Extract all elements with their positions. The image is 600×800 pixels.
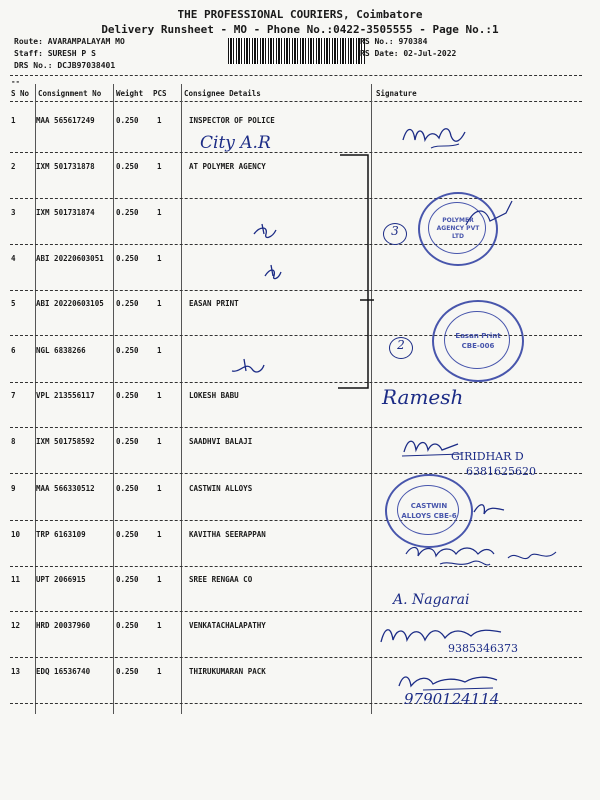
row-consignee: EASAN PRINT	[189, 299, 239, 308]
row-consignment-no: ABI 20220603105	[36, 299, 104, 308]
row-divider	[10, 611, 582, 612]
handwritten-phone: 9385346373	[448, 642, 518, 655]
row-sno: 2	[11, 162, 16, 171]
row-weight: 0.250	[116, 254, 139, 263]
col-sno: S No	[11, 89, 30, 98]
signature-row11: A. Nagarai	[393, 592, 470, 608]
row-consignment-no: UPT 2066915	[36, 575, 86, 584]
column-rule	[113, 84, 114, 714]
row-pcs: 1	[157, 346, 162, 355]
row-pcs: 1	[157, 208, 162, 217]
rs-number: RS No.: 970384	[360, 37, 428, 46]
route-label: Route: AVARAMPALAYAM MO	[14, 37, 125, 46]
row-sno: 13	[11, 667, 21, 676]
row-weight: 0.250	[116, 667, 139, 676]
header-divider	[10, 75, 582, 76]
staff-label: Staff: SURESH P S	[14, 49, 96, 58]
row-pcs: 1	[157, 162, 162, 171]
row-consignee: VENKATACHALAPATHY	[189, 621, 266, 630]
row-sno: 9	[11, 484, 16, 493]
dash-mark: --	[11, 77, 21, 86]
row-pcs: 1	[157, 437, 162, 446]
row-weight: 0.250	[116, 530, 139, 539]
row-consignee: KAVITHA SEERAPPAN	[189, 530, 266, 539]
polymer-agency-stamp: POLYMER AGENCY PVT LTD	[418, 192, 498, 266]
row-consignee: SREE RENGAA CO	[189, 575, 253, 584]
signature-row1	[395, 118, 475, 158]
col-pcs: PCS	[153, 89, 167, 98]
row-weight: 0.250	[116, 437, 139, 446]
row-divider	[10, 657, 582, 658]
row-consignment-no: MAA 565617249	[36, 116, 95, 125]
row-sno: 4	[11, 254, 16, 263]
rs-date: RS Date: 02-Jul-2022	[360, 49, 457, 58]
row-sno: 5	[11, 299, 16, 308]
row-divider	[10, 152, 582, 153]
row-weight: 0.250	[116, 162, 139, 171]
row-divider	[10, 244, 582, 245]
company-title: THE PROFESSIONAL COURIERS, Coimbatore	[177, 8, 423, 21]
row-consignment-no: MAA 566330512	[36, 484, 95, 493]
handwritten-phone: 6381625620	[466, 465, 536, 478]
row-consignment-no: EDQ 16536740	[36, 667, 91, 676]
easan-print-stamp: Easan Print CBE-006	[432, 300, 524, 382]
row-divider	[10, 382, 582, 383]
row-sno: 7	[11, 391, 16, 400]
handwritten-note: City A.R	[200, 133, 271, 153]
signature-row7: Ramesh	[382, 385, 464, 409]
row-divider	[10, 427, 582, 428]
row-consignment-no: VPL 213556117	[36, 391, 95, 400]
ditto-mark	[228, 355, 268, 381]
row-sno: 3	[11, 208, 16, 217]
signature-row2	[460, 195, 520, 235]
row-weight: 0.250	[116, 575, 139, 584]
ditto-mark	[262, 262, 284, 284]
row-pcs: 1	[157, 575, 162, 584]
row-consignee: AT POLYMER AGENCY	[189, 162, 266, 171]
handwritten-name: GIRIDHAR D	[451, 450, 524, 463]
row-consignment-no: TRP 6163109	[36, 530, 86, 539]
row-sno: 1	[11, 116, 16, 125]
barcode	[228, 38, 365, 64]
row-pcs: 1	[157, 667, 162, 676]
row-consignee: LOKESH BABU	[189, 391, 239, 400]
row-sno: 10	[11, 530, 21, 539]
signature-row10	[400, 540, 570, 574]
circled-number: 2	[389, 337, 413, 359]
row-consignment-no: IXM 501758592	[36, 437, 95, 446]
row-weight: 0.250	[116, 346, 139, 355]
col-weight: Weight	[116, 89, 144, 98]
ditto-mark	[250, 220, 280, 244]
row-divider	[10, 290, 582, 291]
row-sno: 12	[11, 621, 21, 630]
col-consignee: Consignee Details	[184, 89, 261, 98]
drs-number: DRS No.: DCJB97038401	[14, 61, 116, 70]
row-weight: 0.250	[116, 299, 139, 308]
row-weight: 0.250	[116, 391, 139, 400]
signature-row9	[470, 498, 510, 522]
row-consignee: CASTWIN ALLOYS	[189, 484, 253, 493]
runsheet-title: Delivery Runsheet - MO - Phone No.:0422-3505555 - Page No.:1	[101, 23, 499, 36]
castwin-alloys-stamp: CASTWIN ALLOYS CBE-6	[385, 474, 473, 548]
row-weight: 0.250	[116, 484, 139, 493]
bracket-mark	[330, 150, 380, 395]
row-sno: 11	[11, 575, 21, 584]
column-rule	[181, 84, 182, 714]
row-pcs: 1	[157, 254, 162, 263]
row-consignee: SAADHVI BALAJI	[189, 437, 253, 446]
row-pcs: 1	[157, 391, 162, 400]
row-sno: 6	[11, 346, 16, 355]
row-consignment-no: IXM 501731874	[36, 208, 95, 217]
col-consignment: Consignment No	[38, 89, 102, 98]
row-consignment-no: NGL 6838266	[36, 346, 86, 355]
row-consignment-no: ABI 20220603051	[36, 254, 104, 263]
row-weight: 0.250	[116, 621, 139, 630]
row-pcs: 1	[157, 299, 162, 308]
row-consignee: INSPECTOR OF POLICE	[189, 116, 275, 125]
row-pcs: 1	[157, 484, 162, 493]
col-signature: Signature	[376, 89, 417, 98]
row-pcs: 1	[157, 621, 162, 630]
row-pcs: 1	[157, 116, 162, 125]
row-sno: 8	[11, 437, 16, 446]
row-consignment-no: IXM 501731878	[36, 162, 95, 171]
column-header-divider	[10, 101, 582, 102]
row-consignment-no: HRD 20037960	[36, 621, 91, 630]
row-consignee: THIRUKUMARAN PACK	[189, 667, 266, 676]
row-pcs: 1	[157, 530, 162, 539]
row-weight: 0.250	[116, 208, 139, 217]
circled-number: 3	[383, 223, 407, 245]
handwritten-phone: 9790124114	[404, 690, 500, 708]
row-weight: 0.250	[116, 116, 139, 125]
